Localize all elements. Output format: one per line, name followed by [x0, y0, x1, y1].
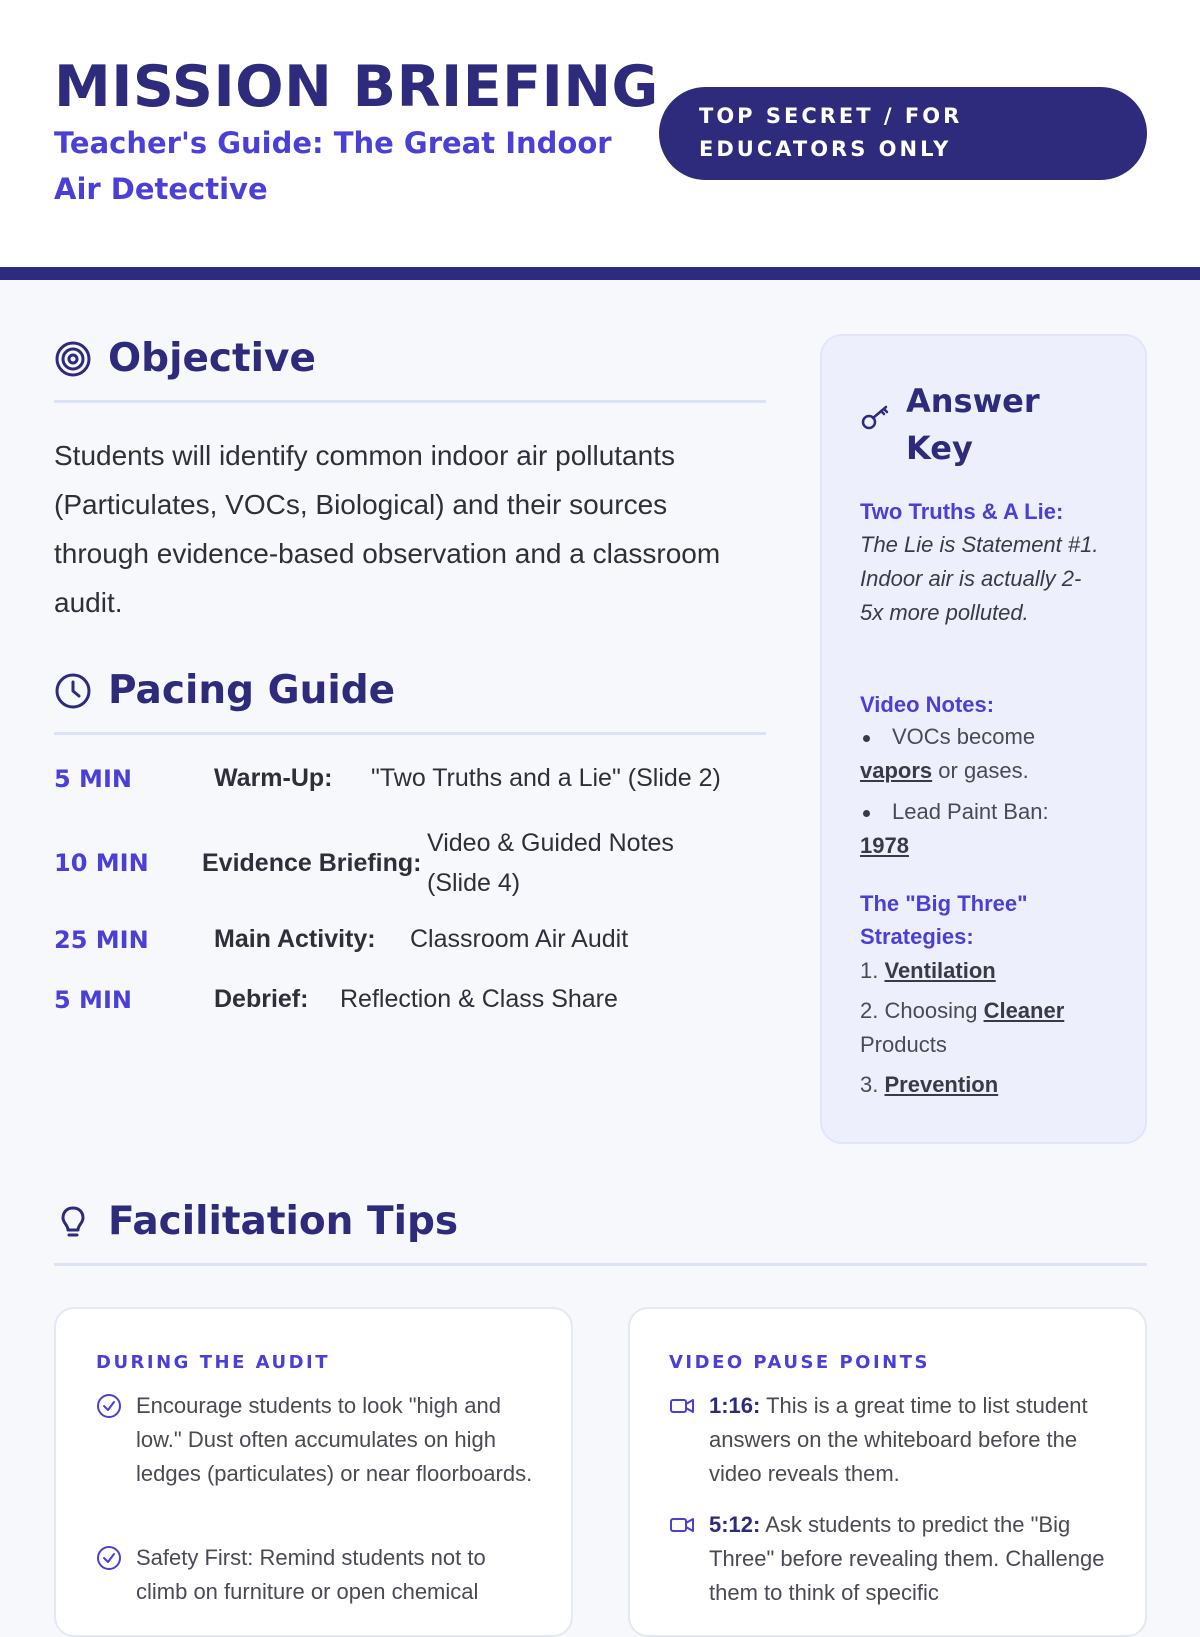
- video-note-item: VOCs become vapors or gases.: [860, 724, 1036, 783]
- key-icon: [860, 398, 892, 472]
- audit-tips-caption: DURING THE AUDIT: [96, 1352, 331, 1373]
- classification-badge: TOP SECRET / FOR EDUCATORS ONLY: [659, 87, 1147, 180]
- pacing-row: [54, 925, 628, 954]
- pacing-title: Pacing Guide: [108, 668, 396, 713]
- tip-text: Safety First: Remind students not to climb on furniture or open chemical: [136, 1545, 486, 1604]
- pacing-desc: "Two Truths and a Lie" (Slide 2): [371, 764, 721, 792]
- pacing-label: Main Activity:: [214, 925, 376, 953]
- tip-item: [96, 1389, 536, 1491]
- video-notes-label: Video Notes:: [860, 692, 995, 717]
- tip-item: [669, 1389, 1109, 1491]
- check-circle-icon: [96, 1545, 122, 1571]
- pacing-time: 25 MIN: [54, 925, 149, 954]
- header-divider: [0, 267, 1200, 280]
- big-three-label: The "Big Three" Strategies:: [860, 891, 1028, 949]
- page-title: MISSION BRIEFING: [54, 54, 659, 120]
- bullet-icon: [863, 810, 870, 817]
- answer-blank: Prevention: [884, 1072, 999, 1097]
- pacing-label: Warm-Up:: [214, 764, 333, 792]
- pacing-desc: Reflection & Class Share: [340, 985, 618, 1013]
- truths-label: Two Truths & A Lie:: [860, 499, 1064, 524]
- page-subtitle: Teacher's Guide: The Great Indoor Air Detective: [54, 126, 612, 206]
- answer-blank: vapors: [860, 758, 933, 783]
- video-tips-caption: VIDEO PAUSE POINTS: [669, 1352, 930, 1373]
- objective-divider: [54, 400, 766, 403]
- header: [0, 0, 1200, 268]
- video-camera-icon: [669, 1512, 695, 1538]
- big-three-item: 1. Ventilation: [860, 958, 996, 983]
- truths-answer: The Lie is Statement #1. Indoor air is actually 2-5x more polluted.: [860, 532, 1099, 625]
- lightbulb-icon: [54, 1203, 92, 1241]
- pacing-label: Debrief:: [214, 985, 309, 1013]
- big-three-item: 3. Prevention: [860, 1072, 999, 1097]
- answer-key-heading: [860, 378, 1056, 472]
- objective-title: Objective: [108, 336, 316, 381]
- pacing-time: 5 MIN: [54, 764, 132, 793]
- tip-item: [669, 1508, 1109, 1610]
- answer-blank: Cleaner: [983, 998, 1065, 1023]
- target-icon: [54, 340, 92, 378]
- pacing-desc: Video & Guided Notes (Slide 4): [427, 829, 674, 897]
- pacing-row: [54, 764, 721, 793]
- pacing-heading: [54, 668, 395, 713]
- pacing-label: Evidence Briefing:: [202, 849, 422, 877]
- answer-blank: 1978: [860, 833, 909, 858]
- pacing-time: 5 MIN: [54, 985, 132, 1014]
- tip-text: 5:12: Ask students to predict the "Big Three" before revealing them. Challenge them to think of specific: [709, 1512, 1105, 1605]
- objective-heading: [54, 336, 316, 381]
- big-three-item: 2. Choosing Cleaner Products: [860, 998, 1065, 1057]
- check-circle-icon: [96, 1393, 122, 1419]
- video-note-item: Lead Paint Ban: 1978: [860, 799, 1049, 858]
- tips-title: Facilitation Tips: [108, 1199, 459, 1244]
- tip-text: 1:16: This is a great time to list student answers on the whiteboard before the video reveals them.: [709, 1393, 1088, 1486]
- objective-text: Students will identify common indoor air pollutants (Particulates, VOCs, Biological) and their sources through evidence-based observation and a classroom audit.: [54, 440, 721, 618]
- tip-text: Encourage students to look "high and low." Dust often accumulates on high ledges (particulates) or near floorboards.: [136, 1393, 533, 1486]
- pacing-time: 10 MIN: [54, 849, 149, 877]
- tips-divider: [54, 1263, 1147, 1266]
- answer-blank: Ventilation: [884, 958, 996, 983]
- bullet-icon: [863, 735, 870, 742]
- clock-icon: [54, 672, 92, 710]
- answer-key-title: Answer Key: [906, 382, 1040, 467]
- video-camera-icon: [669, 1393, 695, 1419]
- pacing-desc: Classroom Air Audit: [410, 925, 629, 953]
- tips-heading: [54, 1199, 458, 1244]
- pacing-row: [54, 823, 727, 903]
- pacing-row: [54, 985, 618, 1014]
- tip-item: [96, 1541, 536, 1609]
- pacing-divider: [54, 732, 766, 735]
